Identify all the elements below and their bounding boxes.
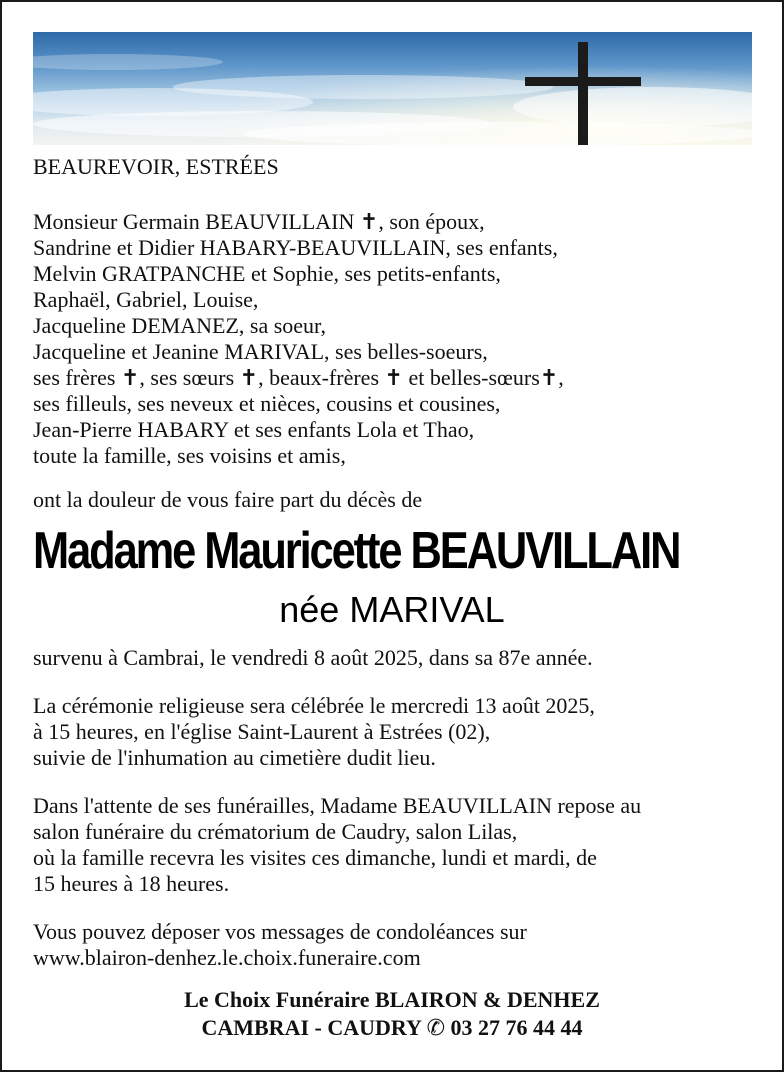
ceremony-line: La cérémonie religieuse sera célébrée le mercredi 13 août 2025, — [33, 693, 595, 718]
cross-icon: ✝ — [359, 210, 379, 235]
cross-icon: ✝ — [384, 366, 403, 391]
condolences-url[interactable]: www.blairon-denhez.le.choix.funeraire.com — [33, 945, 421, 970]
sky-banner — [33, 32, 752, 145]
maiden-name: née MARIVAL — [279, 589, 505, 630]
phone-icon: ✆ — [426, 1016, 446, 1041]
family-line: Jean-Pierre HABARY et ses enfants Lola et Thao, — [33, 417, 475, 442]
visitation-line: Dans l'attente de ses funérailles, Madame BEAUVILLAIN repose au — [33, 793, 642, 818]
ceremony-line: suivie de l'inhumation au cimetière dudit lieu. — [33, 745, 436, 770]
family-line: Monsieur Germain BEAUVILLAIN ✝, son époux, — [33, 209, 485, 235]
death-info: survenu à Cambrai, le vendredi 8 août 2025, dans sa 87e année. — [33, 645, 593, 670]
sky-image — [33, 32, 752, 145]
funeral-cities: CAMBRAI - CAUDRY — [201, 1015, 427, 1040]
visitation-line: où la famille recevra les visites ces dimanche, lundi et mardi, de — [33, 845, 597, 870]
funeral-contact — [0, 1014, 784, 1043]
ceremony-line: à 15 heures, en l'église Saint-Laurent à Estrées (02), — [33, 719, 491, 744]
family-line: Melvin GRATPANCHE et Sophie, ses petits-enfants, — [33, 261, 501, 286]
deceased-name: Madame Mauricette BEAUVILLAIN — [33, 522, 680, 580]
cross-icon: ✝ — [239, 366, 259, 391]
family-line: Jacqueline et Jeanine MARIVAL, ses belles-soeurs, — [33, 339, 488, 364]
cross-icon: ✝ — [539, 366, 559, 391]
phone-number: 03 27 76 44 44 — [445, 1015, 583, 1040]
family-line: toute la famille, ses voisins et amis, — [33, 443, 346, 468]
announcement-intro: ont la douleur de vous faire part du décès de — [33, 487, 423, 512]
family-line: Raphaël, Gabriel, Louise, — [33, 287, 259, 312]
family-line: ses filleuls, ses neveux et nièces, cousins et cousines, — [33, 391, 501, 416]
family-line: Sandrine et Didier HABARY-BEAUVILLAIN, ses enfants, — [33, 235, 558, 260]
visitation-line: salon funéraire du crématorium de Caudry, salon Lilas, — [33, 819, 518, 844]
family-line: Jacqueline DEMANEZ, sa soeur, — [33, 313, 326, 338]
visitation-line: 15 heures à 18 heures. — [33, 871, 230, 896]
cross-icon: ✝ — [120, 366, 140, 391]
family-line: ses frères ✝, ses sœurs ✝, beaux-frères ✝ et belles-sœurs✝, — [33, 365, 564, 391]
condolences-line: Vous pouvez déposer vos messages de condoléances sur — [33, 919, 527, 944]
funeral-company: Le Choix Funéraire BLAIRON & DENHEZ — [184, 987, 600, 1012]
locality-heading: BEAUREVOIR, ESTRÉES — [33, 154, 279, 179]
